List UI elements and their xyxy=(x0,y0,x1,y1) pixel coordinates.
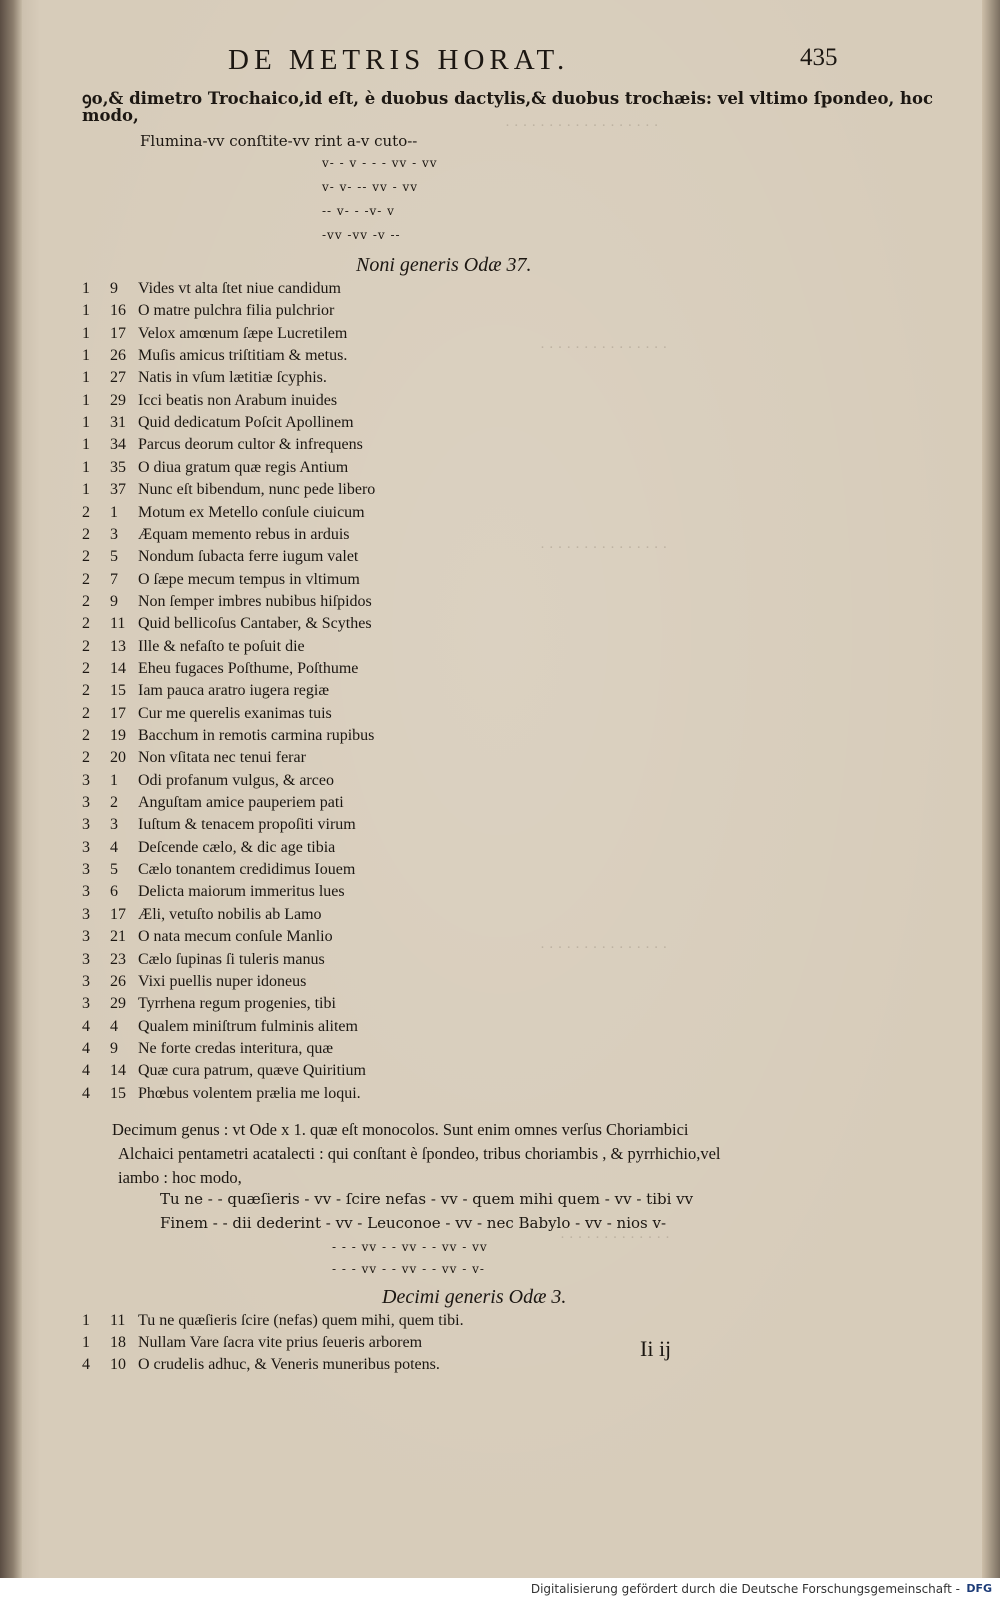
ode-incipit: Ne forte credas interitura, quæ xyxy=(138,1039,334,1057)
ode-book-number: 2 xyxy=(82,659,90,677)
ode-incipit: Ille & nefaſto te poſuit die xyxy=(138,637,305,655)
ode-book-number: 2 xyxy=(82,615,90,633)
ode-number: 9 xyxy=(110,1039,118,1057)
ode-book-number: 3 xyxy=(82,883,90,901)
ode-number: 16 xyxy=(110,302,126,320)
ode-number: 37 xyxy=(110,481,126,499)
ode-incipit: Vides vt alta ſtet niue candidum xyxy=(138,280,341,297)
ode-book-number: 3 xyxy=(82,950,90,968)
ode-number: 4 xyxy=(110,838,118,856)
ode-incipit: Deſcende cælo, & dic age tibia xyxy=(138,838,336,856)
ode-book-number: 1 xyxy=(82,458,90,476)
ode-book-number: 1 xyxy=(82,369,90,387)
ode-book-number: 1 xyxy=(82,1334,90,1351)
ode-incipit: Icci beatis non Arabum inuides xyxy=(138,391,338,409)
intro-line: modo, xyxy=(82,106,139,125)
ode-incipit: Nullam Vare ſacra vite prius ſeueris arborem xyxy=(138,1334,423,1351)
ode-number: 3 xyxy=(110,816,118,834)
ode-number: 4 xyxy=(110,1017,118,1035)
ode-book-number: 3 xyxy=(82,905,90,923)
ode-number: 1 xyxy=(110,503,118,521)
ode-incipit: Tyrrhena regum progenies, tibi xyxy=(138,995,336,1013)
ode-book-number: 1 xyxy=(82,302,90,320)
section-heading-ten: Decimi generis Odæ 3. xyxy=(382,1286,567,1308)
paragraph-line: iambo : hoc modo, xyxy=(118,1168,242,1187)
ode-incipit: Tu ne quæſieris ſcire (nefas) quem mihi, quem tibi. xyxy=(138,1312,464,1329)
ode-incipit: Iuſtum & tenacem propoſiti virum xyxy=(138,816,356,834)
footer-credit: Digitalisierung gefördert durch die Deutsche Forschungsgemeinschaft - xyxy=(530,1582,960,1596)
ode-incipit: Phœbus volentem prælia me loqui. xyxy=(138,1084,361,1102)
metrical-scheme: -- v- - -v- v xyxy=(322,204,395,218)
ode-book-number: 3 xyxy=(82,816,90,834)
ode-incipit: Non ſemper imbres nubibus hiſpidos xyxy=(138,592,372,610)
ode-number: 17 xyxy=(110,905,126,923)
ode-number: 17 xyxy=(110,704,126,722)
ode-book-number: 2 xyxy=(82,525,90,543)
ode-book-number: 1 xyxy=(82,280,90,297)
ode-book-number: 2 xyxy=(82,749,90,767)
ode-number: 26 xyxy=(110,972,126,990)
ode-number: 23 xyxy=(110,950,126,968)
ode-book-number: 3 xyxy=(82,995,90,1013)
ode-book-number: 4 xyxy=(82,1017,90,1035)
ode-number: 34 xyxy=(110,436,126,454)
ode-number: 20 xyxy=(110,749,126,767)
ode-incipit: Odi profanum vulgus, & arceo xyxy=(138,771,334,789)
metrical-scheme: - - - vv - - vv - - vv - vv xyxy=(332,1240,488,1254)
ode-number: 5 xyxy=(110,548,118,566)
ode-book-number: 1 xyxy=(82,324,90,342)
ode-book-number: 2 xyxy=(82,682,90,700)
ode-number: 11 xyxy=(110,615,126,633)
ode-book-number: 1 xyxy=(82,481,90,499)
ode-number: 1 xyxy=(110,771,118,789)
ode-book-number: 4 xyxy=(82,1356,90,1373)
ode-number: 14 xyxy=(110,1062,126,1080)
ode-incipit: Qualem miniſtrum fulminis alitem xyxy=(138,1017,358,1035)
metrical-scheme: -vv -vv -v -- xyxy=(322,228,401,242)
ode-number: 3 xyxy=(110,525,118,543)
ode-incipit: Cælo tonantem credidimus Iouem xyxy=(138,861,356,879)
ode-incipit: Æquam memento rebus in arduis xyxy=(138,525,350,543)
ode-incipit: Cælo ſupinas ſi tuleris manus xyxy=(138,950,325,968)
ode-incipit: Vixi puellis nuper idoneus xyxy=(138,972,307,990)
metrical-scheme: v- - v - - - vv - vv xyxy=(322,156,438,170)
ode-book-number: 1 xyxy=(82,1312,90,1329)
ode-number: 7 xyxy=(110,570,118,588)
ode-incipit: Non vſitata nec tenui ferar xyxy=(138,749,306,767)
ode-number: 6 xyxy=(110,883,118,901)
ode-incipit: Nunc eſt bibendum, nunc pede libero xyxy=(138,481,376,499)
paragraph-line: Alchaici pentametri acatalecti : qui conſtant è ſpondeo, tribus choriambis , & pyrrhichio,vel xyxy=(118,1144,721,1163)
ode-book-number: 2 xyxy=(82,704,90,722)
ode-number: 19 xyxy=(110,727,126,744)
ode-number: 18 xyxy=(110,1334,126,1351)
ode-incipit: Anguſtam amice pauperiem pati xyxy=(138,794,344,812)
book-page: · · · · · · · · · · · · · · · · · · · · · · · · · · · · · · · · · · · · · · · · · · · · · · · · · · · · · · · · · · · · · · · · · · · · · · · · · · · · DE METRIS HORAT. 435 ꝯo,& dimetro Trochaico,id eſt, è duobus dactylis,& duobus trochæis: vel vltimo ſpondeo, hoc modo, Flumina-vv conſtite-vv rint a-v cuto-- v- - v - - - vv - vv v- v- -- vv - vv -- v- - -v- v -vv -vv -v -- Noni generis Odæ 37. 1 9 Vides vt alta ſtet niue candidum 1 16 O matre pulchra filia pulchrior 1 17 Velox amœnum ſæpe Lucretilem 1 26 Muſis amicus triſtitiam & metus. 1 27 Natis in vſum lætitiæ ſcyphis. 1 29 Icci beatis non Arabum inuides 1 31 Quid dedicatum Poſcit Apollinem 1 34 Parcus deorum cultor & infrequens 1 35 O diua gratum quæ regis Antium 1 37 Nunc eſt bibendum, nunc pede libero 2 1 Motum ex Metello conſule ciuicum 2 3 Æquam memento rebus in arduis 2 5 Nondum ſubacta ferre iugum valet 2 7 O ſæpe mecum tempus in vltimum 2 9 Non ſemper imbres nubibus hiſpidos 2 11 Quid bellicoſus Cantaber, & Scythes 2 13 Ille & nefaſto te poſuit die 2 14 Eheu fugaces Poſthume, Poſthume 2 15 Iam pauca aratro iugera regiæ 2 17 Cur me querelis exanimas tuis 2 19 Bacchum in remotis carmina rupibus 2 20 Non vſitata nec tenui ferar 3 1 Odi profanum vulgus, & arceo 3 2 Anguſtam amice pauperiem pati 3 3 Iuſtum & tenacem propoſiti virum 3 4 Deſcende cælo, & dic age tibia 3 5 Cælo tonantem credidimus Iouem 3 6 Delicta maiorum immeritus lues 3 17 Æli, vetuſto nobilis ab Lamo 3 21 O nata mecum conſule Manlio 3 23 Cælo ſupinas ſi tuleris manus 3 26 Vixi puellis nuper idoneus 3 29 Tyrrhena regum progenies, tibi 4 4 Qualem miniſtrum fulminis alitem 4 9 Ne forte credas interitura, quæ 4 14 Quæ cura patrum, quæve Quiritium 4 15 Phœbus volentem prælia me loqui. Decimum genus : vt Ode x 1. quæ eſt monocolos. Sunt enim omnes verſus Choriambici Alchaici pentametri acatalecti : qui conſtant è ſpondeo, tribus choriambis , & pyrrhichio,vel iambo : hoc modo, Tu ne - - quæſieris - vv - ſcire nefas - vv - quem mihi quem - vv - tibi vv Finem - - dii dederint - vv - Leuconoe - vv - nec Babylo - vv - nios v- - - - vv - - vv - - vv - vv - - - vv - - vv - - vv - v- Decimi generis Odæ 3. 1 11 Tu ne quæſieris ſcire (nefas) quem mihi, quem tibi. 1 18 Nullam Vare ſacra vite prius ſeueris arborem 4 10 O crudelis adhuc, & Veneris muneribus potens. Ii ij xyxy=(0,0,1000,1578)
metrical-scheme: - - - vv - - vv - - vv - v- xyxy=(332,1262,485,1276)
ode-incipit: Delicta maiorum immeritus lues xyxy=(138,883,345,901)
ode-book-number: 3 xyxy=(82,771,90,789)
ode-number: 15 xyxy=(110,1084,126,1102)
ode-incipit: Natis in vſum lætitiæ ſcyphis. xyxy=(138,369,327,387)
ode-number: 17 xyxy=(110,324,126,342)
ode-number: 27 xyxy=(110,369,126,387)
ode-number: 26 xyxy=(110,347,126,365)
ode-number: 9 xyxy=(110,592,118,610)
ode-number: 9 xyxy=(110,280,118,297)
ode-number: 5 xyxy=(110,861,118,879)
ode-number: 15 xyxy=(110,682,126,700)
example-verse: Tu ne - - quæſieris - vv - ſcire nefas - vv - quem mihi quem - vv - tibi vv xyxy=(160,1190,694,1208)
ode-incipit: O ſæpe mecum tempus in vltimum xyxy=(138,570,360,588)
metrical-scheme: v- v- -- vv - vv xyxy=(322,180,419,194)
ode-book-number: 1 xyxy=(82,347,90,365)
book-edge-right xyxy=(982,0,1000,1578)
ode-book-number: 4 xyxy=(82,1062,90,1080)
ode-book-number: 3 xyxy=(82,861,90,879)
ode-book-number: 2 xyxy=(82,548,90,566)
ode-number: 11 xyxy=(110,1312,126,1329)
ode-book-number: 2 xyxy=(82,727,90,744)
paragraph-line: Decimum genus : vt Ode x 1. quæ eſt monocolos. Sunt enim omnes verſus Choriambici xyxy=(112,1120,689,1139)
ode-incipit: O diua gratum quæ regis Antium xyxy=(138,458,349,476)
example-verse: Finem - - dii dederint - vv - Leuconoe - vv - nec Babylo - vv - nios v- xyxy=(160,1214,667,1232)
ode-number: 31 xyxy=(110,414,126,432)
ode-incipit: O matre pulchra filia pulchrior xyxy=(138,302,335,320)
intro-line: ꝯo,& dimetro Trochaico,id eſt, è duobus dactylis,& duobus trochæis: vel vltimo ſpondeo, hoc xyxy=(82,89,933,108)
ode-book-number: 2 xyxy=(82,570,90,588)
ode-book-number: 3 xyxy=(82,972,90,990)
ode-number: 14 xyxy=(110,659,126,677)
page-number: 435 xyxy=(800,44,838,71)
ode-number: 29 xyxy=(110,391,126,409)
example-verse: Flumina-vv conſtite-vv rint a-v cuto-- xyxy=(140,132,418,150)
ode-incipit: Eheu fugaces Poſthume, Poſthume xyxy=(138,659,359,677)
ode-book-number: 3 xyxy=(82,794,90,812)
footer-bar xyxy=(0,1578,1000,1602)
ode-incipit: Quid bellicoſus Cantaber, & Scythes xyxy=(138,615,372,633)
ode-incipit: Bacchum in remotis carmina rupibus xyxy=(138,727,375,744)
ode-incipit: Quid dedicatum Poſcit Apollinem xyxy=(138,414,354,432)
ode-incipit: Muſis amicus triſtitiam & metus. xyxy=(138,347,348,365)
ode-incipit: Iam pauca aratro iugera regiæ xyxy=(138,682,330,700)
signature-mark: Ii ij xyxy=(640,1336,672,1361)
ode-book-number: 2 xyxy=(82,503,90,521)
ode-number: 13 xyxy=(110,637,126,655)
ode-incipit: Æli, vetuſto nobilis ab Lamo xyxy=(138,905,322,923)
section-heading-nine: Noni generis Odæ 37. xyxy=(356,254,532,276)
ode-number: 21 xyxy=(110,928,126,946)
ode-incipit: Quæ cura patrum, quæve Quiritium xyxy=(138,1062,366,1080)
ode-incipit: Motum ex Metello conſule ciuicum xyxy=(138,503,365,521)
ode-incipit: O nata mecum conſule Manlio xyxy=(138,928,333,946)
ode-incipit: Nondum ſubacta ferre iugum valet xyxy=(138,548,359,566)
dfg-logo: DFG xyxy=(966,1582,992,1595)
ode-number: 10 xyxy=(110,1356,126,1373)
ode-book-number: 1 xyxy=(82,391,90,409)
ode-book-number: 1 xyxy=(82,414,90,432)
ode-book-number: 4 xyxy=(82,1039,90,1057)
ode-number: 29 xyxy=(110,995,126,1013)
ode-book-number: 2 xyxy=(82,637,90,655)
ode-book-number: 4 xyxy=(82,1084,90,1102)
ode-book-number: 3 xyxy=(82,838,90,856)
ode-number: 2 xyxy=(110,794,118,812)
ode-incipit: Velox amœnum ſæpe Lucretilem xyxy=(138,324,348,342)
book-gutter-left xyxy=(0,0,22,1578)
ode-number: 35 xyxy=(110,458,126,476)
ode-book-number: 2 xyxy=(82,592,90,610)
ode-incipit: Parcus deorum cultor & infrequens xyxy=(138,436,363,454)
ode-book-number: 1 xyxy=(82,436,90,454)
running-head: DE METRIS HORAT. xyxy=(228,44,570,76)
ode-book-number: 3 xyxy=(82,928,90,946)
ode-incipit: Cur me querelis exanimas tuis xyxy=(138,704,332,722)
ode-incipit: O crudelis adhuc, & Veneris muneribus potens. xyxy=(138,1356,440,1373)
